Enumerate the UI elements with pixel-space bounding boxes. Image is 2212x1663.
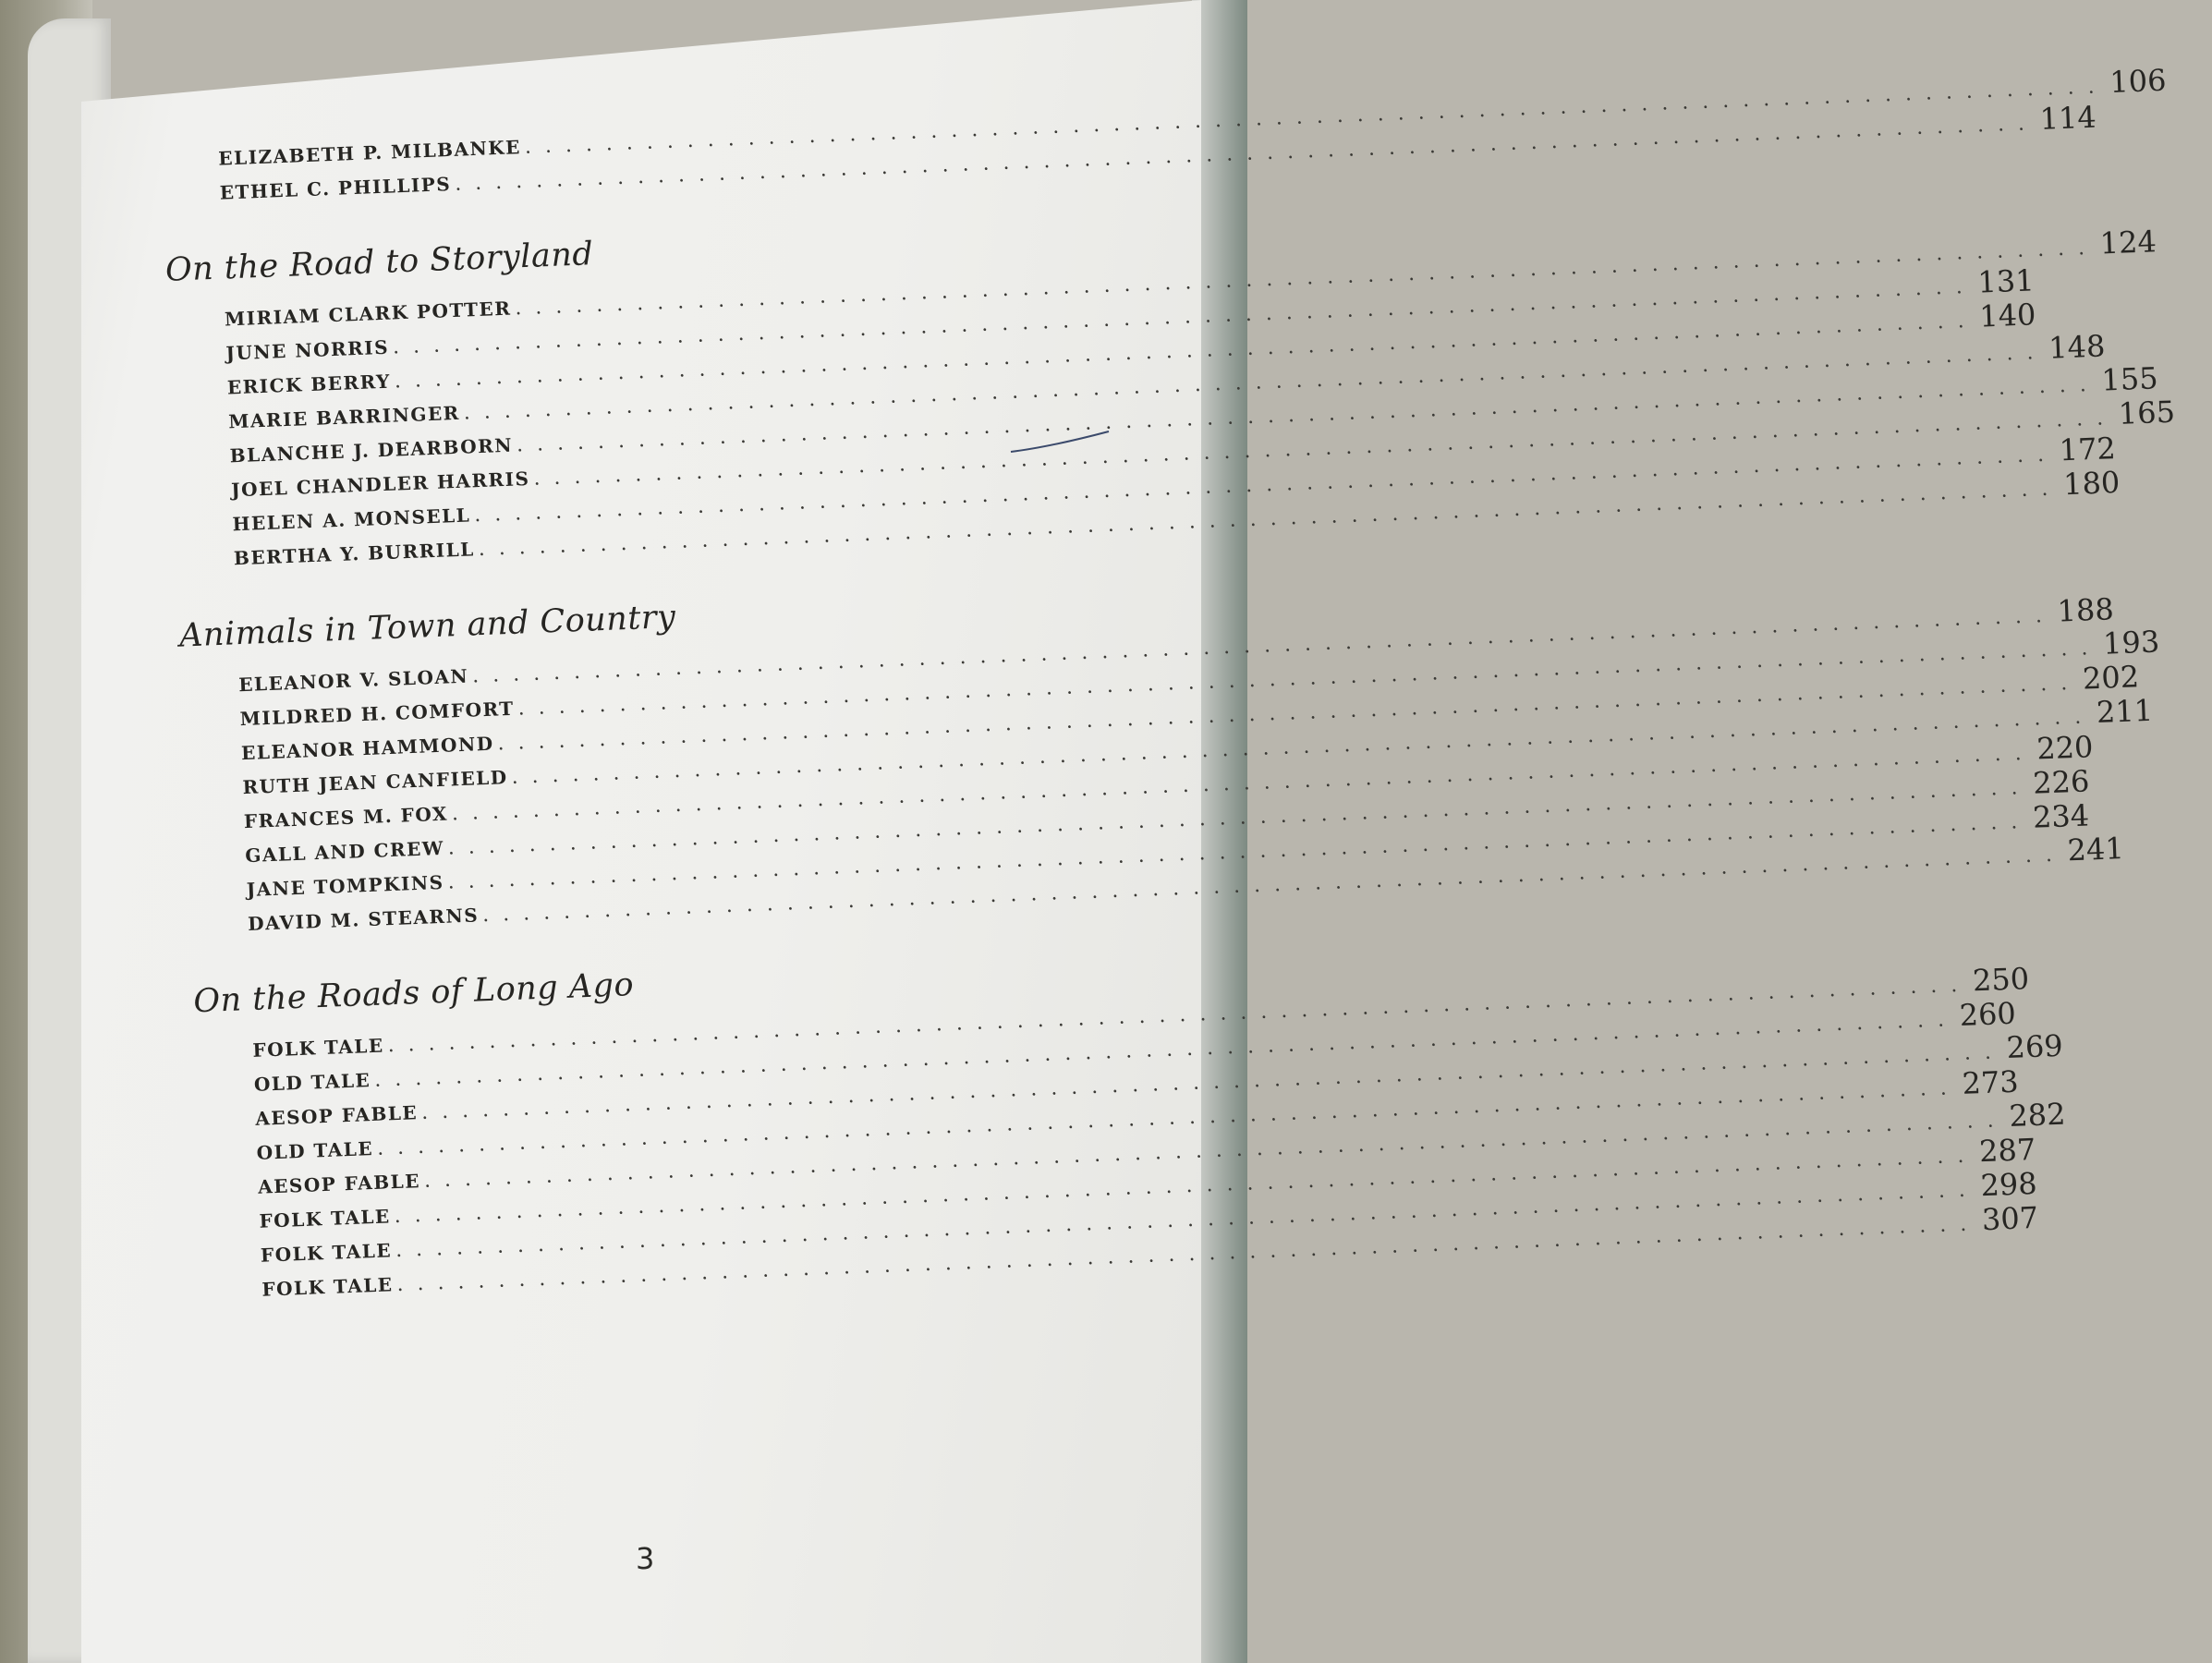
story-page-number: 124 [2099,224,2157,261]
section-title: Animals in Town and Country [178,599,677,655]
page-number: 3 [636,1541,655,1576]
story-page-number: 202 [2082,659,2140,697]
story-page-number: 260 [1958,995,2017,1033]
story-author: ELEANOR V. SLOAN [237,664,469,697]
story-page-number: 241 [2066,831,2125,868]
story-author: MILDRED H. COMFORT [239,697,516,731]
story-author: FOLK TALE [252,1034,385,1062]
story-author: DAVID M. STEARNS [247,904,480,936]
story-author: HELEN A. MONSELL [232,504,471,536]
story-page-number: 140 [1978,297,2037,334]
story-author: FOLK TALE [260,1239,393,1267]
story-author: JANE TOMPKINS [246,870,445,902]
story-author: RUTH JEAN CANFIELD [242,766,509,799]
story-author: ETHEL C. PHILLIPS [219,172,452,204]
story-page-number: 226 [2032,763,2091,801]
story-author: GALL AND CREW [244,836,445,868]
pen-underline-mark [1009,428,1111,455]
story-page-number: 211 [2096,692,2154,731]
story-page-number: 220 [2036,729,2095,767]
story-author: OLD TALE [253,1069,371,1096]
section-title: On the Road to Storyland [164,236,594,289]
story-author: ERICK BERRY [226,370,392,399]
toc-section [192,942,2067,1306]
story-page-number: 307 [1981,1199,2039,1238]
story-author: FRANCES M. FOX [243,802,449,833]
story-page-number: 234 [2032,797,2090,835]
story-page-number: 269 [2005,1027,2064,1066]
section-title: On the Roads of Long Ago [192,966,635,1021]
story-author: JUNE NORRIS [225,335,390,365]
story-author: FOLK TALE [259,1205,392,1232]
story-page-number: 273 [1961,1063,2020,1101]
story-author: ELEANOR HAMMOND [240,732,494,765]
story-page-number: 287 [1978,1131,2036,1170]
story-author: AESOP FABLE [254,1101,419,1130]
toc-section [164,211,2176,575]
story-page-number: 148 [2048,328,2106,366]
story-author: ELIZABETH P. MILBANKE [217,136,522,170]
story-page-number: 131 [1976,262,2036,300]
story-page-number: 172 [2058,431,2117,468]
story-page-number: 193 [2102,624,2160,662]
story-author: MIRIAM CLARK POTTER [224,297,512,331]
story-author: FOLK TALE [261,1273,394,1301]
story-author: BERTHA Y. BURRILL [233,538,476,570]
story-author: MARIE BARRINGER [227,401,461,433]
story-page-number: 106 [2109,62,2168,100]
toc-section [178,577,2160,941]
table-of-contents [162,62,2176,1346]
story-page-number: 298 [1979,1165,2038,1204]
story-page-number: 250 [1972,961,2030,999]
story-page-number: 282 [2008,1096,2067,1134]
story-page-number: 180 [2062,464,2121,503]
story-page-number: 188 [2056,591,2115,629]
story-page-number: 165 [2118,394,2176,431]
story-author: AESOP FABLE [257,1170,421,1198]
story-author: JOEL CHANDLER HARRIS [230,467,530,502]
story-page-number: 155 [2100,360,2159,398]
story-page-number: 114 [2038,99,2097,137]
story-author: BLANCHE J. DEARBORN [229,433,514,467]
story-author: OLD TALE [256,1136,374,1164]
